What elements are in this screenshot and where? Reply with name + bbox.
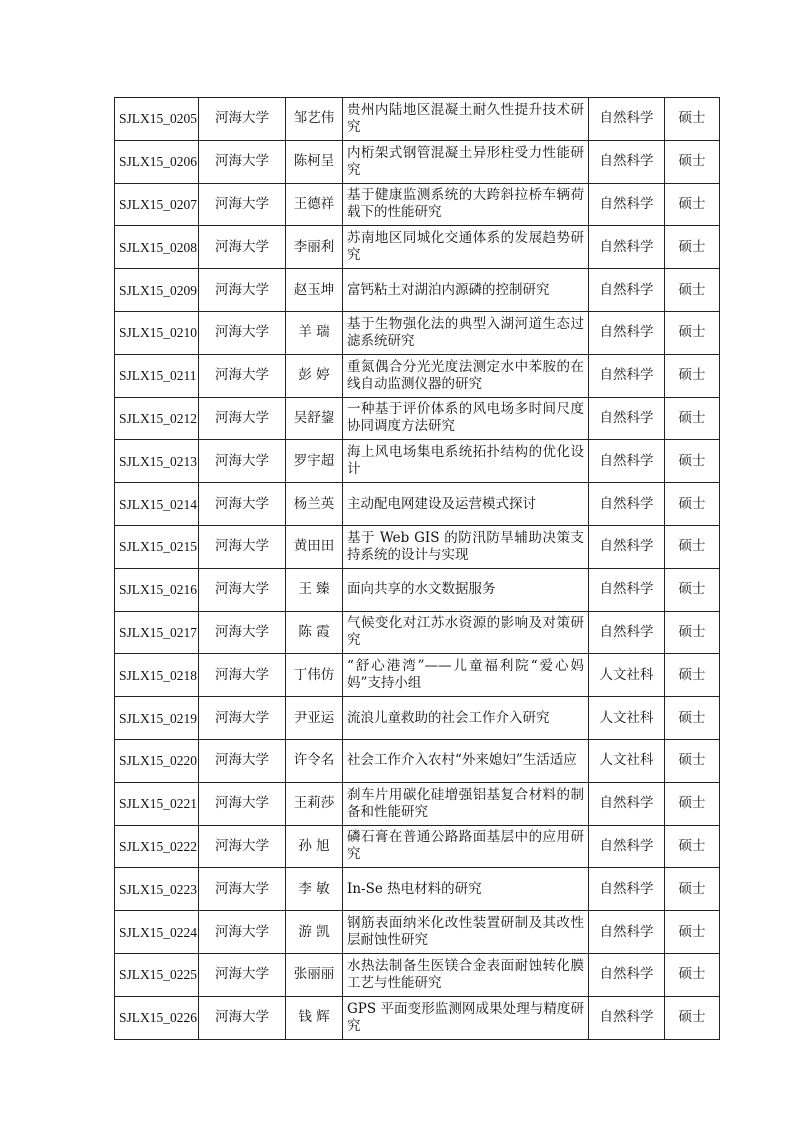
project-id-cell: SJLX15_0221 <box>115 782 199 825</box>
category-cell: 自然科学 <box>589 953 665 996</box>
student-name-cell: 李 敏 <box>286 868 343 911</box>
project-title-cell: “舒心港湾”——儿童福利院“爱心妈妈”支持小组 <box>343 654 589 697</box>
table-row <box>115 440 720 483</box>
category-cell: 自然科学 <box>589 397 665 440</box>
university-cell: 河海大学 <box>199 953 286 996</box>
project-id-cell: SJLX15_0223 <box>115 868 199 911</box>
project-id-cell: SJLX15_0205 <box>115 98 199 141</box>
university-cell: 河海大学 <box>199 611 286 654</box>
category-cell: 人文社科 <box>589 654 665 697</box>
degree-cell: 硕士 <box>665 98 720 141</box>
category-cell: 自然科学 <box>589 226 665 269</box>
student-name-cell: 尹亚运 <box>286 697 343 740</box>
project-title-cell: 海上风电场集电系统拓扑结构的优化设计 <box>343 440 589 483</box>
university-cell: 河海大学 <box>199 911 286 954</box>
project-id-cell: SJLX15_0219 <box>115 697 199 740</box>
degree-cell: 硕士 <box>665 440 720 483</box>
university-cell: 河海大学 <box>199 226 286 269</box>
table-row <box>115 483 720 526</box>
university-cell: 河海大学 <box>199 440 286 483</box>
table-row <box>115 697 720 740</box>
project-id-cell: SJLX15_0208 <box>115 226 199 269</box>
table-row <box>115 782 720 825</box>
project-id-cell: SJLX15_0206 <box>115 140 199 183</box>
degree-cell: 硕士 <box>665 140 720 183</box>
university-cell: 河海大学 <box>199 354 286 397</box>
project-id-cell: SJLX15_0213 <box>115 440 199 483</box>
project-title-cell: 主动配电网建设及运营模式探讨 <box>343 483 589 526</box>
category-cell: 自然科学 <box>589 98 665 141</box>
student-name-cell: 李丽利 <box>286 226 343 269</box>
degree-cell: 硕士 <box>665 868 720 911</box>
project-id-cell: SJLX15_0222 <box>115 825 199 868</box>
university-cell: 河海大学 <box>199 98 286 141</box>
category-cell: 自然科学 <box>589 311 665 354</box>
table-row <box>115 311 720 354</box>
project-title-cell: 贵州内陆地区混凝土耐久性提升技术研究 <box>343 98 589 141</box>
table-row <box>115 911 720 954</box>
project-table-body <box>115 98 720 1040</box>
project-title-cell: 气候变化对江苏水资源的影响及对策研究 <box>343 611 589 654</box>
table-row <box>115 226 720 269</box>
student-name-cell: 杨兰英 <box>286 483 343 526</box>
university-cell: 河海大学 <box>199 996 286 1039</box>
category-cell: 自然科学 <box>589 140 665 183</box>
degree-cell: 硕士 <box>665 611 720 654</box>
project-title-cell: 社会工作介入农村“外来媳妇”生活适应 <box>343 739 589 782</box>
table-row <box>115 397 720 440</box>
student-name-cell: 丁伟仿 <box>286 654 343 697</box>
student-name-cell: 王 臻 <box>286 568 343 611</box>
table-row <box>115 654 720 697</box>
student-name-cell: 王莉莎 <box>286 782 343 825</box>
project-title-cell: 基于健康监测系统的大跨斜拉桥车辆荷载下的性能研究 <box>343 183 589 226</box>
table-row <box>115 996 720 1039</box>
table-row <box>115 568 720 611</box>
project-title-cell: 内桁架式钢管混凝土异形柱受力性能研究 <box>343 140 589 183</box>
university-cell: 河海大学 <box>199 525 286 568</box>
degree-cell: 硕士 <box>665 996 720 1039</box>
degree-cell: 硕士 <box>665 483 720 526</box>
category-cell: 自然科学 <box>589 483 665 526</box>
university-cell: 河海大学 <box>199 782 286 825</box>
table-row <box>115 354 720 397</box>
student-name-cell: 陈 霞 <box>286 611 343 654</box>
project-title-cell: 钢筋表面纳米化改性装置研制及其改性层耐蚀性研究 <box>343 911 589 954</box>
project-id-cell: SJLX15_0212 <box>115 397 199 440</box>
degree-cell: 硕士 <box>665 311 720 354</box>
project-title-cell: 基于 Web GIS 的防汛防旱辅助决策支持系统的设计与实现 <box>343 525 589 568</box>
category-cell: 人文社科 <box>589 697 665 740</box>
student-name-cell: 赵玉坤 <box>286 269 343 312</box>
project-title-cell: 磷石膏在普通公路路面基层中的应用研究 <box>343 825 589 868</box>
project-id-cell: SJLX15_0220 <box>115 739 199 782</box>
project-id-cell: SJLX15_0210 <box>115 311 199 354</box>
student-name-cell: 邹艺伟 <box>286 98 343 141</box>
degree-cell: 硕士 <box>665 782 720 825</box>
university-cell: 河海大学 <box>199 697 286 740</box>
university-cell: 河海大学 <box>199 397 286 440</box>
student-name-cell: 黄田田 <box>286 525 343 568</box>
degree-cell: 硕士 <box>665 825 720 868</box>
category-cell: 自然科学 <box>589 825 665 868</box>
university-cell: 河海大学 <box>199 311 286 354</box>
degree-cell: 硕士 <box>665 953 720 996</box>
category-cell: 自然科学 <box>589 269 665 312</box>
project-title-cell: 富钙粘土对湖泊内源磷的控制研究 <box>343 269 589 312</box>
category-cell: 自然科学 <box>589 782 665 825</box>
project-id-cell: SJLX15_0217 <box>115 611 199 654</box>
category-cell: 自然科学 <box>589 568 665 611</box>
project-title-cell: In-Se 热电材料的研究 <box>343 868 589 911</box>
table-row <box>115 825 720 868</box>
project-title-cell: 流浪儿童救助的社会工作介入研究 <box>343 697 589 740</box>
degree-cell: 硕士 <box>665 654 720 697</box>
degree-cell: 硕士 <box>665 739 720 782</box>
category-cell: 自然科学 <box>589 183 665 226</box>
project-id-cell: SJLX15_0209 <box>115 269 199 312</box>
student-name-cell: 羊 瑞 <box>286 311 343 354</box>
student-name-cell: 吴舒鋆 <box>286 397 343 440</box>
table-row <box>115 953 720 996</box>
table-row <box>115 525 720 568</box>
project-title-cell: 面向共享的水文数据服务 <box>343 568 589 611</box>
degree-cell: 硕士 <box>665 568 720 611</box>
project-table <box>114 97 720 1040</box>
project-id-cell: SJLX15_0214 <box>115 483 199 526</box>
degree-cell: 硕士 <box>665 226 720 269</box>
degree-cell: 硕士 <box>665 269 720 312</box>
category-cell: 自然科学 <box>589 996 665 1039</box>
degree-cell: 硕士 <box>665 911 720 954</box>
degree-cell: 硕士 <box>665 183 720 226</box>
student-name-cell: 陈柯呈 <box>286 140 343 183</box>
project-id-cell: SJLX15_0215 <box>115 525 199 568</box>
category-cell: 自然科学 <box>589 611 665 654</box>
table-row <box>115 269 720 312</box>
university-cell: 河海大学 <box>199 739 286 782</box>
project-title-cell: 刹车片用碳化硅增强铝基复合材料的制备和性能研究 <box>343 782 589 825</box>
project-title-cell: 水热法制备生医镁合金表面耐蚀转化膜工艺与性能研究 <box>343 953 589 996</box>
category-cell: 自然科学 <box>589 440 665 483</box>
student-name-cell: 钱 辉 <box>286 996 343 1039</box>
table-row <box>115 98 720 141</box>
category-cell: 自然科学 <box>589 868 665 911</box>
table-row <box>115 739 720 782</box>
project-title-cell: 苏南地区同城化交通体系的发展趋势研究 <box>343 226 589 269</box>
student-name-cell: 罗宇超 <box>286 440 343 483</box>
project-title-cell: GPS 平面变形监测网成果处理与精度研究 <box>343 996 589 1039</box>
project-id-cell: SJLX15_0224 <box>115 911 199 954</box>
degree-cell: 硕士 <box>665 697 720 740</box>
table-row <box>115 868 720 911</box>
student-name-cell: 游 凯 <box>286 911 343 954</box>
category-cell: 自然科学 <box>589 354 665 397</box>
project-id-cell: SJLX15_0218 <box>115 654 199 697</box>
student-name-cell: 王德祥 <box>286 183 343 226</box>
table-row <box>115 183 720 226</box>
project-id-cell: SJLX15_0211 <box>115 354 199 397</box>
category-cell: 人文社科 <box>589 739 665 782</box>
project-id-cell: SJLX15_0207 <box>115 183 199 226</box>
project-title-cell: 基于生物强化法的典型入湖河道生态过滤系统研究 <box>343 311 589 354</box>
project-title-cell: 一种基于评价体系的风电场多时间尺度协同调度方法研究 <box>343 397 589 440</box>
category-cell: 自然科学 <box>589 911 665 954</box>
degree-cell: 硕士 <box>665 397 720 440</box>
project-id-cell: SJLX15_0216 <box>115 568 199 611</box>
university-cell: 河海大学 <box>199 868 286 911</box>
student-name-cell: 彭 婷 <box>286 354 343 397</box>
university-cell: 河海大学 <box>199 183 286 226</box>
student-name-cell: 孙 旭 <box>286 825 343 868</box>
university-cell: 河海大学 <box>199 483 286 526</box>
student-name-cell: 张丽丽 <box>286 953 343 996</box>
project-id-cell: SJLX15_0226 <box>115 996 199 1039</box>
table-row <box>115 140 720 183</box>
table-row <box>115 611 720 654</box>
category-cell: 自然科学 <box>589 525 665 568</box>
project-id-cell: SJLX15_0225 <box>115 953 199 996</box>
degree-cell: 硕士 <box>665 525 720 568</box>
university-cell: 河海大学 <box>199 654 286 697</box>
university-cell: 河海大学 <box>199 140 286 183</box>
degree-cell: 硕士 <box>665 354 720 397</box>
university-cell: 河海大学 <box>199 568 286 611</box>
university-cell: 河海大学 <box>199 825 286 868</box>
student-name-cell: 许令名 <box>286 739 343 782</box>
project-title-cell: 重氮偶合分光光度法测定水中苯胺的在线自动监测仪器的研究 <box>343 354 589 397</box>
university-cell: 河海大学 <box>199 269 286 312</box>
